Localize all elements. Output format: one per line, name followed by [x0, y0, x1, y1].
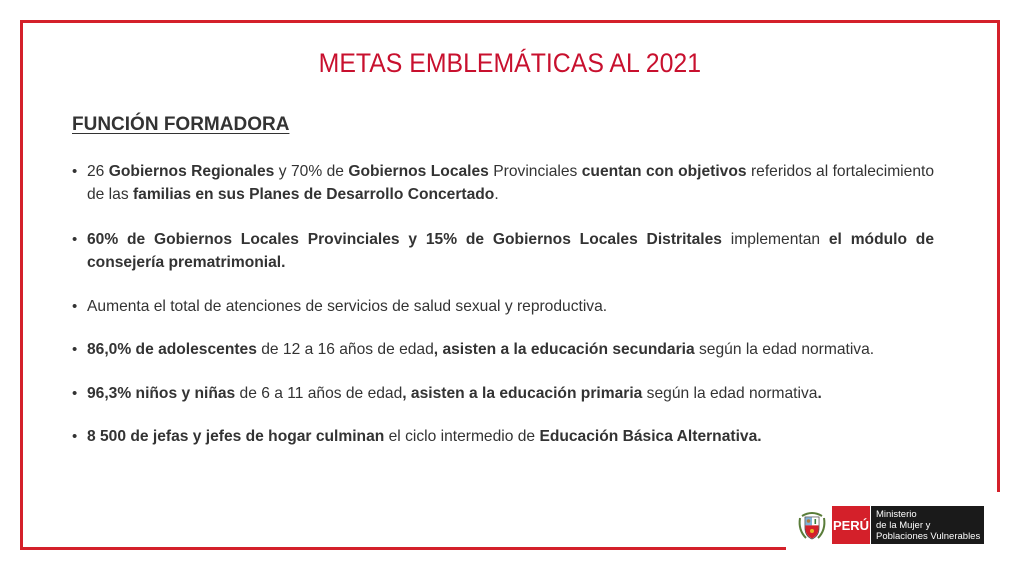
- goal-item: [72, 425, 934, 448]
- goal-text-bold: Gobiernos Locales: [348, 163, 489, 180]
- goal-text-bold: cuentan con objetivos: [581, 163, 747, 180]
- goal-text-bold: Educación Básica Alternativa.: [539, 428, 762, 445]
- ministry-line-2: de la Mujer y: [876, 520, 931, 531]
- bullet-marker: •: [72, 163, 78, 180]
- goal-text-bold: 8 500 de jefas y jefes de hogar culminan: [87, 428, 385, 445]
- goal-text-bold: 86,0% de adolescentes: [87, 341, 257, 358]
- goal-text: .: [494, 186, 499, 203]
- goal-item: [72, 228, 934, 274]
- ministry-line-3: Poblaciones Vulnerables: [876, 531, 981, 542]
- goal-text: el ciclo intermedio de: [384, 428, 540, 445]
- goal-text: Provinciales: [488, 163, 582, 180]
- goal-text-bold: .: [817, 384, 822, 402]
- goal-text-bold: el módulo de consejería prematrimonial.: [87, 231, 934, 271]
- goal-text-bold: , asisten a la educación primaria: [402, 384, 643, 402]
- goal-text-bold: 96,3% niños y niñas: [87, 384, 236, 402]
- goal-text: según la edad normativa: [642, 384, 818, 402]
- peru-label: PERÚ: [832, 506, 870, 544]
- goal-text-bold: Gobiernos Regionales: [108, 163, 275, 180]
- goal-item: [72, 382, 934, 405]
- goal-item: [72, 295, 934, 318]
- goal-text: y 70% de: [274, 163, 349, 180]
- goal-text: según la edad normativa.: [694, 341, 875, 358]
- bullet-marker: •: [72, 384, 78, 402]
- bullet-marker: •: [72, 297, 78, 315]
- bullet-marker: •: [72, 428, 78, 445]
- goals-list: [72, 160, 934, 469]
- goal-text: 26: [87, 163, 109, 180]
- goal-text: referidos al fortalecimiento de las: [87, 163, 934, 203]
- goal-text: implementan: [721, 231, 829, 248]
- slide-title: METAS EMBLEMÁTICAS AL 2021: [318, 48, 702, 78]
- peru-coat-of-arms-icon: [796, 508, 828, 542]
- goal-text: de 12 a 16 años de edad: [256, 341, 434, 358]
- ministry-name: [870, 506, 984, 544]
- goal-item: [72, 160, 934, 206]
- goal-text-bold: , asisten a la educación secundaria: [433, 341, 695, 358]
- bullet-marker: •: [72, 231, 78, 248]
- ministry-logo: [796, 506, 984, 544]
- goal-item: [72, 338, 934, 361]
- ministry-line-1: Ministerio: [876, 509, 917, 520]
- goal-text-bold: 60% de Gobiernos Locales Provinciales y 15% de Gobiernos Locales Distritales: [87, 231, 722, 248]
- goal-text: de 6 a 11 años de edad: [235, 384, 403, 402]
- section-subtitle: FUNCIÓN FORMADORA: [72, 114, 290, 135]
- goal-text-bold: familias en sus Planes de Desarrollo Concertado: [132, 186, 495, 203]
- border-gap-right: [992, 492, 1004, 552]
- bullet-marker: •: [72, 341, 78, 358]
- goal-text: Aumenta el total de atenciones de servicios de salud sexual y reproductiva.: [87, 297, 608, 315]
